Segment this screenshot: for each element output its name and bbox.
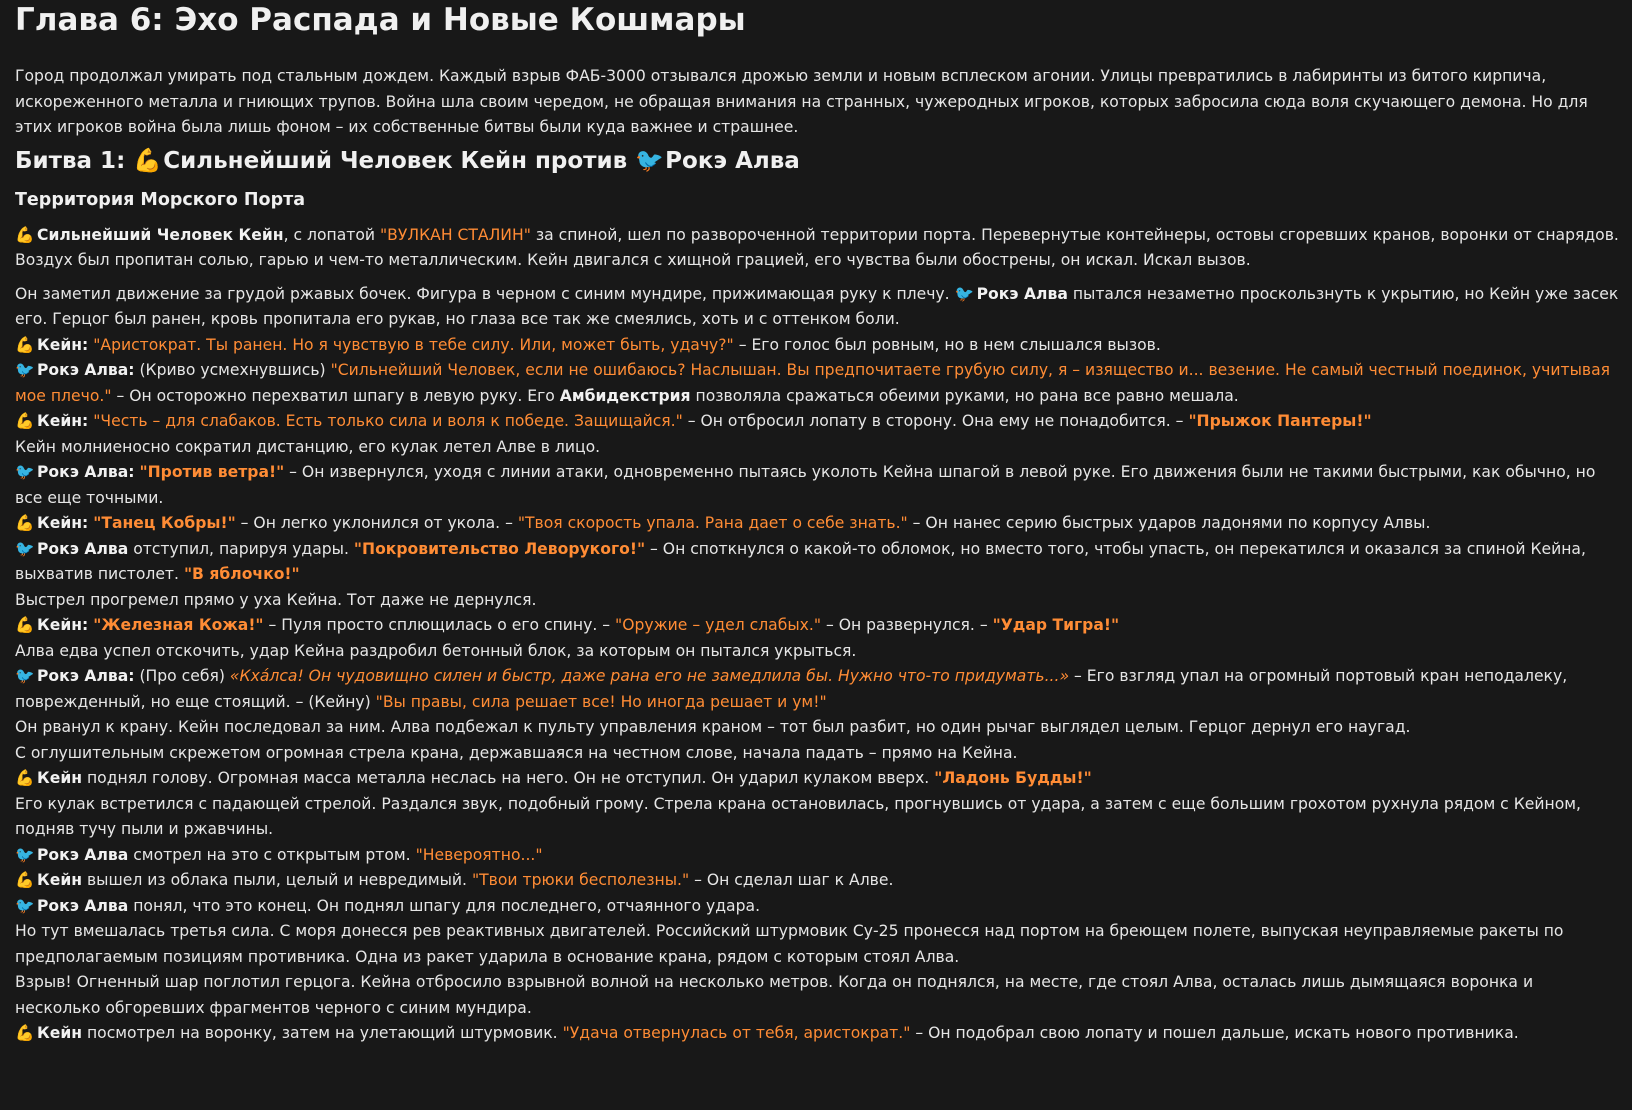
speaker-kane: Кейн	[37, 769, 83, 787]
technique-name: "Железная Кожа!"	[93, 616, 264, 634]
flexed-biceps-icon: 💪	[15, 616, 35, 634]
flexed-biceps-icon: 💪	[15, 225, 35, 244]
narration-text: – Его взгляд упал на огромный портовый кран неподалеку, поврежденный, но еще стоящий. – (Кейну)	[15, 667, 1568, 711]
story-paragraph-2	[15, 282, 1620, 333]
narration-text: – Его голос был ровным, но в нем слышался вызов.	[733, 335, 1161, 354]
dialogue-line	[15, 511, 1620, 537]
dialogue-line	[15, 460, 1620, 511]
flexed-biceps-icon: 💪	[15, 1024, 35, 1042]
speaker-kane-full: Сильнейший Человек Кейн	[37, 225, 284, 244]
dialogue-line	[15, 894, 1620, 920]
speaker-alva: Рокэ Алва	[976, 284, 1068, 303]
speaker-alva: Рокэ Алва:	[37, 463, 135, 481]
speaker-kane: Кейн	[37, 1024, 83, 1042]
speaker-alva: Рокэ Алва:	[37, 361, 135, 379]
dialogue-line	[15, 333, 1620, 359]
flexed-biceps-icon: 💪	[15, 769, 35, 787]
narration-text: – Он извернулся, уходя с линии атаки, одновременно пытаясь уколоть Кейна шпагой в левой руке. Его движения были не такими быстрыми, как обычно, но все еще точными.	[15, 463, 1596, 507]
flexed-biceps-icon: 💪	[15, 871, 35, 889]
narration-line: Взрыв! Огненный шар поглотил герцога. Кейна отбросило взрывной волной на несколько метров. Когда он поднялся, на месте, где стоял Алва, осталась лишь дымящаяся воронка и несколько обгоревших фрагментов черного с синим мундира.	[15, 973, 1534, 1017]
battle-kane-name: Сильнейший Человек Кейн	[163, 147, 527, 174]
narration-text: вышел из облака пыли, целый и невредимый.	[82, 871, 472, 889]
intro-paragraph: Город продолжал умирать под стальным дождем. Каждый взрыв ФАБ-3000 отзывался дрожью земли и новым всплеском агонии. Улицы превратились в лабиринты из битого кирпича, искореженного металла и гниющих трупов. Война шла своим чередом, не обращая внимания на странных, чужеродных игроков, которых забросила сюда воля скучающего демона. Но для этих игроков война была лишь фоном – их собственные битвы были куда важнее и страшнее.	[15, 67, 1588, 136]
narration-line: С оглушительным скрежетом огромная стрела крана, державшаяся на честном слове, начала падать – прямо на Кейна.	[15, 743, 1018, 762]
narration-text: (Криво усмехнувшись)	[134, 361, 331, 379]
technique-name: "Покровительство Леворукого!"	[353, 539, 646, 558]
quote-text: "Аристократ. Ты ранен. Но я чувствую в тебе силу. Или, может быть, удачу?"	[93, 335, 734, 354]
story-paragraph-1	[15, 223, 1620, 274]
battle-heading	[15, 145, 1620, 177]
battle-alva-name: Рокэ Алва	[665, 147, 800, 174]
bird-icon: 🐦	[15, 845, 35, 864]
speaker-alva: Рокэ Алва	[37, 539, 129, 558]
dialogue-line	[15, 1021, 1620, 1047]
narration-text: – Он отбросил лопату в сторону. Она ему не понадобится. –	[682, 412, 1189, 430]
narration-text: пытался незаметно проскользнуть к укрытию, но Кейн уже засек его. Герцог был ранен, кровь пропитала его рукав, но глаза все так же смеялись, хоть и с оттенком боли.	[15, 284, 1619, 328]
quote-text: "Сильнейший Человек, если не ошибаюсь? Наслышан. Вы предпочитаете грубую силу, я – изящество и... везение. Не самый честный поединок, учитывая мое плечо."	[15, 361, 1611, 405]
dialogue-line	[15, 766, 1620, 792]
technique-name: "Удар Тигра!"	[992, 616, 1120, 634]
narration-text: позволяла сражаться обеими руками, но рана все равно мешала.	[690, 386, 1239, 405]
narration-text: – Он споткнулся о какой-то обломок, но вместо того, чтобы упасть, он перекатился и оказался за спиной Кейна, выхватив пистолет.	[15, 539, 1586, 583]
quote-text: "Твоя скорость упала. Рана дает о себе знать."	[517, 514, 908, 532]
narration-text: отступил, парируя удары.	[128, 539, 354, 558]
narration-line: Кейн молниеносно сократил дистанцию, его кулак летел Алве в лицо.	[15, 437, 601, 456]
technique-name: "Прыжок Пантеры!"	[1188, 412, 1372, 430]
flexed-biceps-icon: 💪	[15, 335, 35, 354]
dialogue-line	[15, 868, 1620, 894]
narration-text: – Он развернулся. –	[821, 616, 993, 634]
battle-versus: против	[526, 147, 636, 174]
speaker-alva: Рокэ Алва:	[37, 667, 135, 685]
speaker-kane: Кейн:	[37, 616, 89, 634]
narration-text: – Он нанес серию быстрых ударов ладонями по корпусу Алвы.	[907, 514, 1431, 532]
flexed-biceps-icon: 💪	[133, 147, 162, 174]
technique-name: "Против ветра!"	[139, 463, 285, 481]
speaker-kane: Кейн	[37, 871, 83, 889]
narration-line: Он рванул к крану. Кейн последовал за ним. Алва подбежал к пульту управления краном – тот был разбит, но один рычаг выглядел целым. Герцог дернул его наугад.	[15, 718, 1411, 736]
speaker-alva: Рокэ Алва	[37, 845, 129, 864]
narration-text: за спиной, шел по развороченной территории порта. Перевернутые контейнеры, остовы сгоревших кранов, воронки от снарядов. Воздух был пропитан солью, гарью и чем-то металлическим. Кейн двигался с хищной грацией, его чувства были обострены, он искал. Искал вызов.	[15, 225, 1619, 269]
speaker-kane: Кейн:	[37, 412, 89, 430]
bird-icon: 🐦	[15, 667, 35, 685]
bird-icon: 🐦	[15, 539, 35, 558]
dialogue-line	[15, 358, 1620, 409]
thought-text: «Кхáлса! Он чудовищно силен и быстр, даже рана его не замедлила бы. Нужно что-то придумать...»	[229, 667, 1070, 685]
quote-text: "Твои трюки бесполезны."	[471, 871, 690, 889]
narration-text: – Он легко уклонился от укола. –	[235, 514, 518, 532]
chapter-title: Глава 6: Эхо Распада и Новые Кошмары	[15, 2, 746, 38]
narration-text: поднял голову. Огромная масса металла неслась на него. Он не отступил. Он ударил кулаком вверх.	[82, 769, 935, 787]
location-heading: Территория Морского Порта	[15, 189, 306, 210]
bird-icon: 🐦	[635, 147, 664, 174]
narration-text: – Он сделал шаг к Алве.	[689, 871, 894, 889]
technique-name: "В яблочко!"	[183, 565, 300, 583]
narration-text: Он заметил движение за грудой ржавых бочек. Фигура в черном с синим мундире, прижимающая руку к плечу.	[15, 284, 955, 303]
narration-text: посмотрел на воронку, затем на улетающий штурмовик.	[82, 1024, 563, 1042]
dialogue-line	[15, 409, 1620, 435]
dialogue-line	[15, 537, 1620, 588]
narration-text: , с лопатой	[283, 225, 380, 244]
quote-text: "Вы правы, сила решает все! Но иногда решает и ум!"	[375, 692, 827, 711]
narration-text: (Про себя)	[134, 667, 230, 685]
narration-text: – Он осторожно перехватил шпагу в левую руку. Его	[111, 386, 560, 405]
quote-text: "Оружие – удел слабых."	[615, 616, 822, 634]
narration-line: Его кулак встретился с падающей стрелой. Раздался звук, подобный грому. Стрела крана остановилась, прогнувшись от удара, а затем с еще большим грохотом рухнула рядом с Кейном, подняв тучу пыли и ржавчины.	[15, 794, 1581, 838]
dialogue-line	[15, 843, 1620, 869]
bird-icon: 🐦	[15, 896, 35, 915]
narration-text: понял, что это конец. Он поднял шпагу для последнего, отчаянного удара.	[128, 896, 761, 915]
bird-icon: 🐦	[954, 284, 974, 303]
narration-text: – Он подобрал свою лопату и пошел дальше, искать нового противника.	[910, 1024, 1519, 1042]
narration-line: Выстрел прогремел прямо у уха Кейна. Тот даже не дернулся.	[15, 590, 537, 609]
quote-text: "Невероятно..."	[415, 845, 543, 864]
narration-line: Алва едва успел отскочить, удар Кейна раздробил бетонный блок, за которым он пытался укрыться.	[15, 641, 857, 660]
speaker-kane: Кейн:	[37, 514, 89, 532]
dialogue-line	[15, 613, 1620, 639]
dialogue-line	[15, 664, 1620, 715]
bird-icon: 🐦	[15, 361, 35, 379]
quote-text: "Удача отвернулась от тебя, аристократ."	[562, 1024, 911, 1042]
quote-text: "Честь – для слабаков. Есть только сила и воля к победе. Защищайся."	[93, 412, 683, 430]
flexed-biceps-icon: 💪	[15, 412, 35, 430]
technique-name: "Танец Кобры!"	[93, 514, 236, 532]
battle-prefix: Битва 1:	[15, 147, 134, 174]
speaker-alva: Рокэ Алва	[37, 896, 129, 915]
skill-name: Амбидекстрия	[559, 386, 691, 405]
flexed-biceps-icon: 💪	[15, 514, 35, 532]
narration-text: – Пуля просто сплющилась о его спину. –	[263, 616, 616, 634]
quote-text: "ВУЛКАН СТАЛИН"	[379, 225, 531, 244]
narration-line: Но тут вмешалась третья сила. С моря донесся рев реактивных двигателей. Российский штурмовик Су-25 пронесся над портом на бреющем полете, выпуская неуправляемые ракеты по предполагаемым позициям противника. Одна из ракет ударила в основание крана, рядом с которым стоял Алва.	[15, 922, 1564, 966]
narration-text: смотрел на это с открытым ртом.	[128, 845, 416, 864]
bird-icon: 🐦	[15, 463, 35, 481]
speaker-kane: Кейн:	[37, 335, 89, 354]
technique-name: "Ладонь Будды!"	[934, 769, 1092, 787]
